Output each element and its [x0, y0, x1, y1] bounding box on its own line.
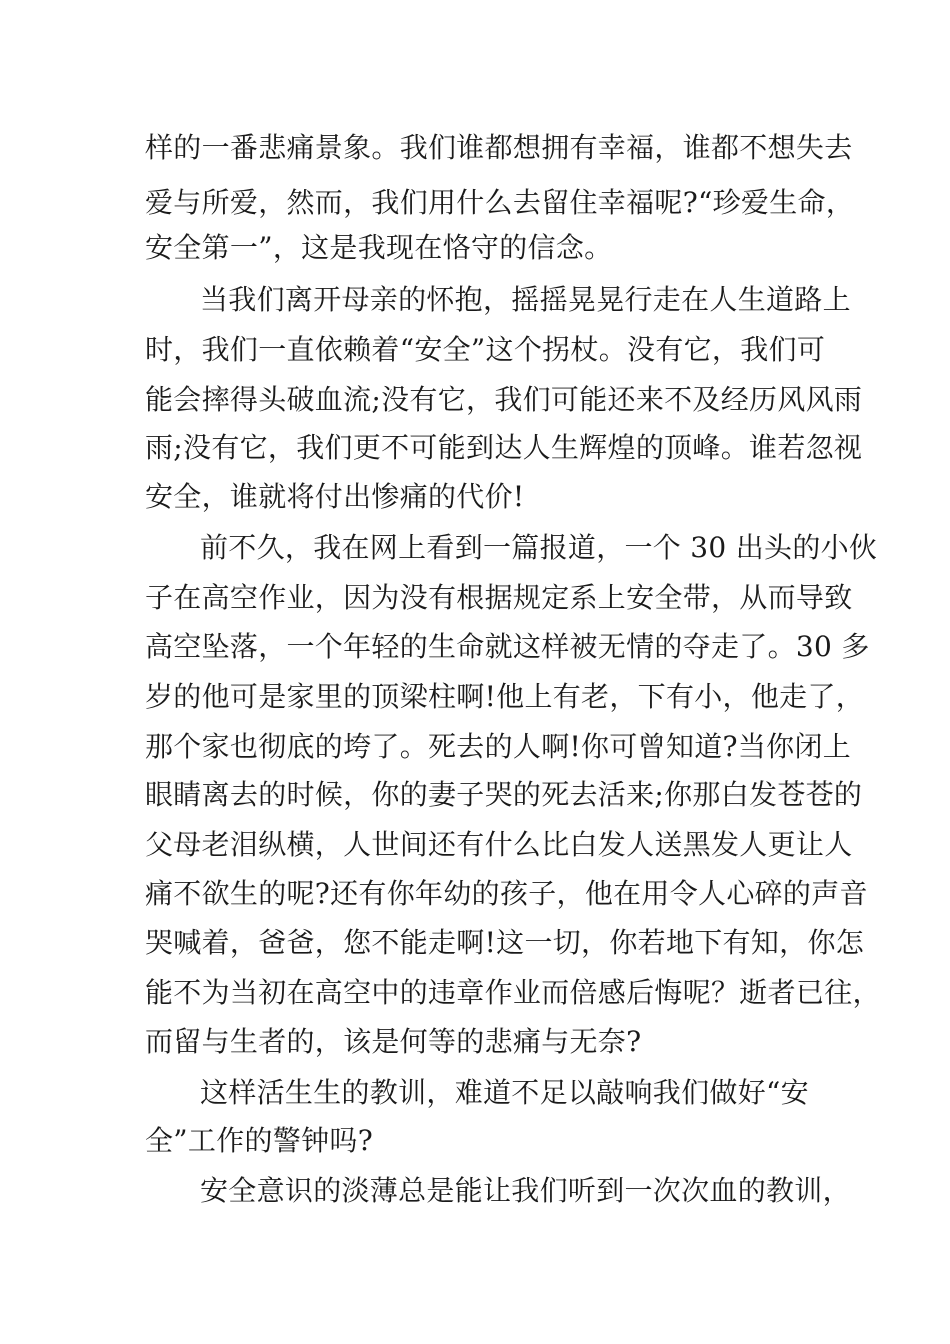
text-line: 雨;没有它，我们更不可能到达人生辉煌的顶峰。谁若忽视: [145, 431, 863, 464]
text-line: 全”工作的警钟吗?: [145, 1124, 374, 1157]
paragraph-first-line: 这样活生生的教训，难道不足以敲响我们做好“安: [200, 1076, 809, 1109]
paragraph-first-line: 安全意识的淡薄总是能让我们听到一次次血的教训，: [200, 1174, 851, 1207]
text-line: 能会摔得头破血流;没有它，我们可能还来不及经历风风雨: [145, 383, 863, 416]
text-line: 痛不欲生的呢?还有你年幼的孩子，他在用令人心碎的声音: [145, 877, 868, 910]
text-line: 安全第一”，这是我现在恪守的信念。: [145, 231, 613, 264]
text-line: 高空坠落，一个年轻的生命就这样被无情的夺走了。30 多: [145, 630, 870, 663]
text-line: 样的一番悲痛景象。我们谁都想拥有幸福，谁都不想失去: [145, 131, 853, 164]
text-line: 眼睛离去的时候，你的妻子哭的死去活来;你那白发苍苍的: [145, 778, 863, 811]
text-line: 而留与生者的，该是何等的悲痛与无奈?: [145, 1025, 642, 1058]
text-line: 岁的他可是家里的顶梁柱啊!他上有老，下有小，他走了，: [145, 680, 865, 713]
text-line: 哭喊着，爸爸，您不能走啊!这一切，你若地下有知，你怎: [145, 926, 865, 959]
text-line: 子在高空作业，因为没有根据规定系上安全带，从而导致: [145, 581, 853, 614]
text-line: 安全，谁就将付出惨痛的代价!: [145, 480, 525, 513]
text-line: 爱与所爱，然而，我们用什么去留住幸福呢?“珍爱生命，: [145, 186, 855, 219]
text-line: 能不为当初在高空中的违章作业而倍感后悔呢？逝者已往，: [145, 976, 881, 1009]
paragraph-first-line: 当我们离开母亲的怀抱，摇摇晃晃行走在人生道路上: [200, 283, 851, 316]
text-line: 时，我们一直依赖着“安全”这个拐杖。没有它，我们可: [145, 333, 826, 366]
text-line: 那个家也彻底的垮了。死去的人啊!你可曾知道?当你闭上: [145, 730, 852, 763]
paragraph-first-line: 前不久，我在网上看到一篇报道，一个 30 出头的小伙: [200, 531, 878, 564]
text-line: 父母老泪纵横，人世间还有什么比白发人送黑发人更让人: [145, 828, 853, 861]
